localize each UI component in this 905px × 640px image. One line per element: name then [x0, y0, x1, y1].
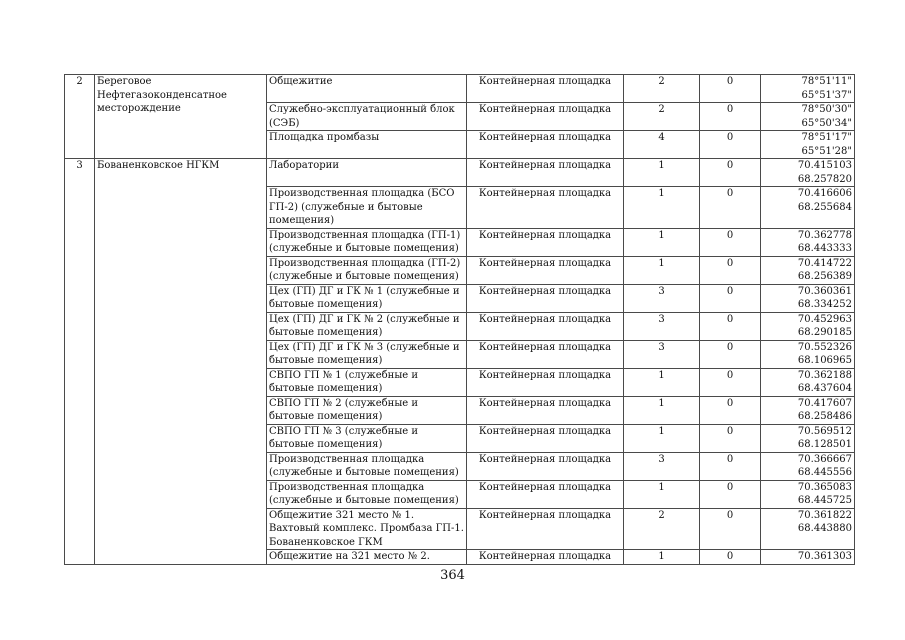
coordinate-1: 78°51'17": [801, 132, 852, 143]
site-type-cell: Контейнерная площадка: [467, 187, 624, 229]
site-type-cell: Контейнерная площадка: [467, 131, 624, 159]
coordinate-1: 70.552326: [797, 341, 852, 353]
coordinates-cell: [761, 480, 855, 508]
coordinates-cell: [761, 424, 855, 452]
coordinates-cell: [761, 228, 855, 256]
value-cell: 0: [700, 187, 761, 229]
value-cell: 0: [700, 256, 761, 284]
site-type-cell: Контейнерная площадка: [467, 480, 624, 508]
container-count-cell: 4: [624, 131, 700, 159]
container-count-cell: 2: [624, 508, 700, 550]
object-name-cell: Цех (ГП) ДГ и ГК № 3 (служебные и бытовые помещения): [267, 340, 467, 368]
field-name-cell: Береговое Нефтегазоконденсатное месторождение: [95, 75, 267, 159]
value-cell: 0: [700, 159, 761, 187]
value-cell: 0: [700, 228, 761, 256]
value-cell: 0: [700, 312, 761, 340]
coordinates-cell: [761, 284, 855, 312]
container-count-cell: 1: [624, 480, 700, 508]
site-type-cell: Контейнерная площадка: [467, 424, 624, 452]
coordinate-2: 68.445556: [797, 467, 852, 478]
value-cell: 0: [700, 131, 761, 159]
object-name-cell: СВПО ГП № 1 (служебные и бытовые помещения): [267, 368, 467, 396]
coordinates-cell: [761, 396, 855, 424]
site-type-cell: Контейнерная площадка: [467, 550, 624, 565]
coordinates-cell: [761, 187, 855, 229]
coordinate-1: 70.366667: [797, 453, 852, 465]
coordinate-1: 70.416606: [797, 188, 852, 199]
coordinate-2: 65°50'34": [801, 117, 852, 129]
container-count-cell: 1: [624, 424, 700, 452]
coordinates-cell: [761, 368, 855, 396]
value-cell: 0: [700, 340, 761, 368]
site-type-cell: Контейнерная площадка: [467, 452, 624, 480]
coordinates-cell: [761, 312, 855, 340]
container-count-cell: 3: [624, 452, 700, 480]
value-cell: 0: [700, 480, 761, 508]
coordinates-cell: [761, 103, 855, 131]
object-name-cell: Производственная площадка (ГП-1) (служебные и бытовые помещения): [267, 228, 467, 256]
coordinate-2: 65°51'37": [801, 89, 852, 101]
coordinate-2: 68.445725: [797, 495, 852, 506]
value-cell: 0: [700, 550, 761, 565]
coordinate-1: 70.362188: [797, 369, 852, 381]
coordinate-1: 70.452963: [797, 313, 852, 325]
coordinate-2: 68.257820: [797, 173, 852, 185]
coordinate-2: 68.256389: [797, 271, 852, 282]
coordinates-cell: [761, 75, 855, 103]
container-count-cell: 1: [624, 256, 700, 284]
site-type-cell: Контейнерная площадка: [467, 508, 624, 550]
coordinate-1: 70.361303: [797, 551, 852, 562]
container-count-cell: 1: [624, 396, 700, 424]
object-name-cell: СВПО ГП № 2 (служебные и бытовые помещения): [267, 396, 467, 424]
container-count-cell: 1: [624, 368, 700, 396]
site-type-cell: Контейнерная площадка: [467, 228, 624, 256]
table-row: [65, 159, 855, 187]
table-row: [65, 75, 855, 103]
coordinates-cell: [761, 550, 855, 565]
site-type-cell: Контейнерная площадка: [467, 256, 624, 284]
object-name-cell: Лаборатории: [267, 159, 467, 187]
coordinate-1: 78°50'30": [801, 104, 852, 115]
container-count-cell: 1: [624, 187, 700, 229]
container-count-cell: 1: [624, 228, 700, 256]
coordinate-2: 68.106965: [797, 355, 852, 366]
value-cell: 0: [700, 396, 761, 424]
object-name-cell: Производственная площадка (ГП-2) (служебные и бытовые помещения): [267, 256, 467, 284]
coordinate-2: 68.128501: [797, 439, 852, 450]
coordinate-2: 68.258486: [797, 411, 852, 422]
object-name-cell: СВПО ГП № 3 (служебные и бытовые помещения): [267, 424, 467, 452]
row-number-cell: 3: [65, 159, 95, 565]
container-count-cell: 3: [624, 312, 700, 340]
value-cell: 0: [700, 75, 761, 103]
field-name-cell: Бованенковское НГКМ: [95, 159, 267, 565]
object-name-cell: Цех (ГП) ДГ и ГК № 1 (служебные и бытовые помещения): [267, 284, 467, 312]
object-name-cell: Общежитие: [267, 75, 467, 103]
row-number-cell: 2: [65, 75, 95, 159]
site-type-cell: Контейнерная площадка: [467, 159, 624, 187]
coordinate-1: 70.361822: [797, 509, 852, 521]
coordinate-2: 68.443880: [797, 523, 852, 534]
coordinates-cell: [761, 508, 855, 550]
value-cell: 0: [700, 452, 761, 480]
coordinate-1: 70.569512: [797, 425, 852, 437]
coordinate-2: 68.255684: [797, 201, 852, 213]
coordinates-cell: [761, 131, 855, 159]
container-count-cell: 3: [624, 340, 700, 368]
value-cell: 0: [700, 508, 761, 550]
container-count-cell: 2: [624, 75, 700, 103]
container-count-cell: 3: [624, 284, 700, 312]
object-name-cell: Цех (ГП) ДГ и ГК № 2 (служебные и бытовые помещения): [267, 312, 467, 340]
coordinate-1: 70.360361: [797, 285, 852, 297]
coordinates-cell: [761, 340, 855, 368]
value-cell: 0: [700, 284, 761, 312]
coordinate-2: 68.443333: [797, 243, 852, 254]
object-name-cell: Производственная площадка (БСО ГП-2) (служебные и бытовые помещения): [267, 187, 467, 229]
site-type-cell: Контейнерная площадка: [467, 340, 624, 368]
coordinates-cell: [761, 256, 855, 284]
value-cell: 0: [700, 368, 761, 396]
coordinates-cell: [761, 159, 855, 187]
container-count-cell: 2: [624, 103, 700, 131]
coordinate-1: 70.417607: [797, 397, 852, 409]
coordinate-2: 68.334252: [797, 299, 852, 310]
site-type-cell: Контейнерная площадка: [467, 396, 624, 424]
site-type-cell: Контейнерная площадка: [467, 103, 624, 131]
site-type-cell: Контейнерная площадка: [467, 75, 624, 103]
coordinates-cell: [761, 452, 855, 480]
object-name-cell: Общежитие 321 место № 1. Вахтовый комплекс. Промбаза ГП-1. Бованенковское ГКМ: [267, 508, 467, 550]
document-table: [64, 74, 855, 565]
coordinate-2: 68.437604: [797, 383, 852, 394]
object-name-cell: Площадка промбазы: [267, 131, 467, 159]
object-name-cell: Производственная площадка (служебные и бытовые помещения): [267, 480, 467, 508]
coordinate-1: 70.414722: [797, 257, 852, 269]
container-count-cell: 1: [624, 550, 700, 565]
coordinate-1: 78°51'11": [801, 76, 852, 87]
site-type-cell: Контейнерная площадка: [467, 284, 624, 312]
page-number: 364: [440, 568, 465, 583]
coordinate-2: 68.290185: [797, 327, 852, 338]
object-name-cell: Производственная площадка (служебные и бытовые помещения): [267, 452, 467, 480]
object-name-cell: Общежитие на 321 место № 2.: [267, 550, 467, 565]
value-cell: 0: [700, 424, 761, 452]
value-cell: 0: [700, 103, 761, 131]
coordinate-1: 70.362778: [797, 229, 852, 241]
site-type-cell: Контейнерная площадка: [467, 368, 624, 396]
object-name-cell: Служебно-эксплуатационный блок (СЭБ): [267, 103, 467, 131]
coordinate-1: 70.365083: [797, 481, 852, 493]
site-type-cell: Контейнерная площадка: [467, 312, 624, 340]
coordinate-1: 70.415103: [797, 160, 852, 171]
container-count-cell: 1: [624, 159, 700, 187]
coordinate-2: 65°51'28": [801, 145, 852, 157]
